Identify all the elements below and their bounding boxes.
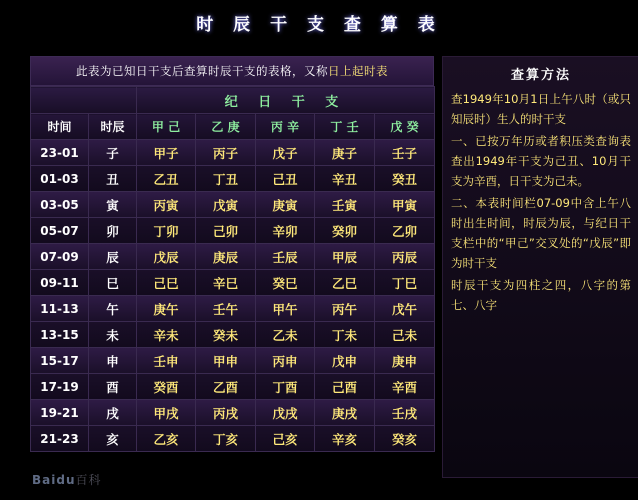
row-branch: 未	[89, 322, 137, 348]
row-time: 03-05	[31, 192, 89, 218]
col-header-stem-4: 戊 癸	[375, 114, 435, 140]
table-panel	[30, 56, 434, 452]
row-cell: 戊申	[315, 348, 375, 374]
row-cell: 庚午	[137, 296, 196, 322]
method-paragraph: 时辰干支为四柱之四，八字的第七、八字	[451, 278, 631, 312]
row-cell: 乙亥	[137, 426, 196, 452]
row-branch: 亥	[89, 426, 137, 452]
content-area	[30, 56, 631, 486]
table-subtitle-row	[31, 87, 435, 114]
row-time: 07-09	[31, 244, 89, 270]
row-cell: 丙辰	[375, 244, 435, 270]
row-cell: 甲辰	[315, 244, 375, 270]
row-cell: 辛亥	[315, 426, 375, 452]
method-paragraph: 查1949年10月1日上午八时（或只知辰时）生人的时干支	[451, 92, 631, 126]
row-cell: 己巳	[137, 270, 196, 296]
method-paragraph: 二、本表时间栏07-09中含上午八时出生时间，时辰为辰，与纪日干支栏中的“甲己”交叉处的“戊辰”即为时干支	[451, 196, 631, 270]
row-time: 17-19	[31, 374, 89, 400]
row-branch: 巳	[89, 270, 137, 296]
row-branch: 申	[89, 348, 137, 374]
row-cell: 丙子	[196, 140, 256, 166]
method-title: 查算方法	[510, 68, 571, 83]
row-branch: 丑	[89, 166, 137, 192]
table-caption	[30, 56, 434, 86]
row-time: 11-13	[31, 296, 89, 322]
row-cell: 壬午	[196, 296, 256, 322]
row-cell: 甲午	[256, 296, 315, 322]
row-cell: 壬子	[375, 140, 435, 166]
row-cell: 丙戌	[196, 400, 256, 426]
row-cell: 庚子	[315, 140, 375, 166]
watermark	[32, 471, 102, 488]
row-cell: 丁酉	[256, 374, 315, 400]
method-body	[443, 89, 638, 315]
row-cell: 戊子	[256, 140, 315, 166]
row-cell: 丁未	[315, 322, 375, 348]
table-row	[31, 374, 435, 400]
row-cell: 己亥	[256, 426, 315, 452]
row-branch: 午	[89, 296, 137, 322]
row-cell: 壬戌	[375, 400, 435, 426]
row-cell: 庚寅	[256, 192, 315, 218]
row-cell: 癸亥	[375, 426, 435, 452]
row-time: 23-01	[31, 140, 89, 166]
row-cell: 癸酉	[137, 374, 196, 400]
row-cell: 乙卯	[375, 218, 435, 244]
col-header-branch: 时辰	[89, 114, 137, 140]
table-caption-highlight: 日上起时表	[328, 64, 388, 78]
row-time: 21-23	[31, 426, 89, 452]
table-row	[31, 426, 435, 452]
row-branch: 子	[89, 140, 137, 166]
row-cell: 壬申	[137, 348, 196, 374]
row-time: 01-03	[31, 166, 89, 192]
row-cell: 己酉	[315, 374, 375, 400]
table-caption-text: 此表为已知日干支后查算时辰干支的表格，又称	[76, 64, 328, 78]
col-header-time: 时间	[31, 114, 89, 140]
row-cell: 甲寅	[375, 192, 435, 218]
row-cell: 庚戌	[315, 400, 375, 426]
table-subtitle: 纪 日 干 支	[137, 87, 435, 114]
row-cell: 丁丑	[196, 166, 256, 192]
row-cell: 辛卯	[256, 218, 315, 244]
row-cell: 丁巳	[375, 270, 435, 296]
row-cell: 癸卯	[315, 218, 375, 244]
row-cell: 癸巳	[256, 270, 315, 296]
table-column-header-row	[31, 114, 435, 140]
row-cell: 庚申	[375, 348, 435, 374]
row-branch: 寅	[89, 192, 137, 218]
row-time: 09-11	[31, 270, 89, 296]
table-row	[31, 270, 435, 296]
row-time: 15-17	[31, 348, 89, 374]
row-cell: 甲申	[196, 348, 256, 374]
row-cell: 丙寅	[137, 192, 196, 218]
row-cell: 壬辰	[256, 244, 315, 270]
table-row	[31, 140, 435, 166]
row-cell: 戊午	[375, 296, 435, 322]
row-cell: 辛酉	[375, 374, 435, 400]
row-branch: 戌	[89, 400, 137, 426]
row-cell: 庚辰	[196, 244, 256, 270]
table-row	[31, 192, 435, 218]
row-cell: 丁亥	[196, 426, 256, 452]
table-row	[31, 218, 435, 244]
row-cell: 己丑	[256, 166, 315, 192]
row-cell: 辛未	[137, 322, 196, 348]
row-cell: 丁卯	[137, 218, 196, 244]
table-row	[31, 348, 435, 374]
watermark-brand: Baidu	[32, 473, 76, 487]
watermark-suffix: 百科	[75, 473, 102, 487]
row-time: 05-07	[31, 218, 89, 244]
row-cell: 乙巳	[315, 270, 375, 296]
row-cell: 甲子	[137, 140, 196, 166]
col-header-stem-2: 丙 辛	[256, 114, 315, 140]
table-row	[31, 166, 435, 192]
row-time: 13-15	[31, 322, 89, 348]
col-header-stem-1: 乙 庚	[196, 114, 256, 140]
ganzhi-table	[30, 86, 435, 452]
col-header-stem-0: 甲 己	[137, 114, 196, 140]
table-row	[31, 322, 435, 348]
table-row	[31, 296, 435, 322]
row-cell: 辛巳	[196, 270, 256, 296]
row-cell: 己未	[375, 322, 435, 348]
row-cell: 戊辰	[137, 244, 196, 270]
row-cell: 戊寅	[196, 192, 256, 218]
row-cell: 戊戌	[256, 400, 315, 426]
row-time: 19-21	[31, 400, 89, 426]
row-cell: 辛丑	[315, 166, 375, 192]
row-cell: 己卯	[196, 218, 256, 244]
row-branch: 酉	[89, 374, 137, 400]
row-cell: 壬寅	[315, 192, 375, 218]
row-cell: 乙酉	[196, 374, 256, 400]
row-cell: 甲戌	[137, 400, 196, 426]
row-cell: 癸丑	[375, 166, 435, 192]
row-cell: 乙丑	[137, 166, 196, 192]
row-cell: 乙未	[256, 322, 315, 348]
method-paragraph: 一、已按万年历或者积压类查询表查出1949年干支为己丑、10月干支为辛酉，日干支为己未。	[451, 134, 631, 188]
row-cell: 癸未	[196, 322, 256, 348]
table-row	[31, 400, 435, 426]
row-branch: 辰	[89, 244, 137, 270]
page-title: 时 辰 干 支 查 算 表	[196, 15, 442, 35]
row-cell: 丙午	[315, 296, 375, 322]
col-header-stem-3: 丁 壬	[315, 114, 375, 140]
table-row	[31, 244, 435, 270]
row-branch: 卯	[89, 218, 137, 244]
row-cell: 丙申	[256, 348, 315, 374]
method-panel	[442, 56, 638, 478]
